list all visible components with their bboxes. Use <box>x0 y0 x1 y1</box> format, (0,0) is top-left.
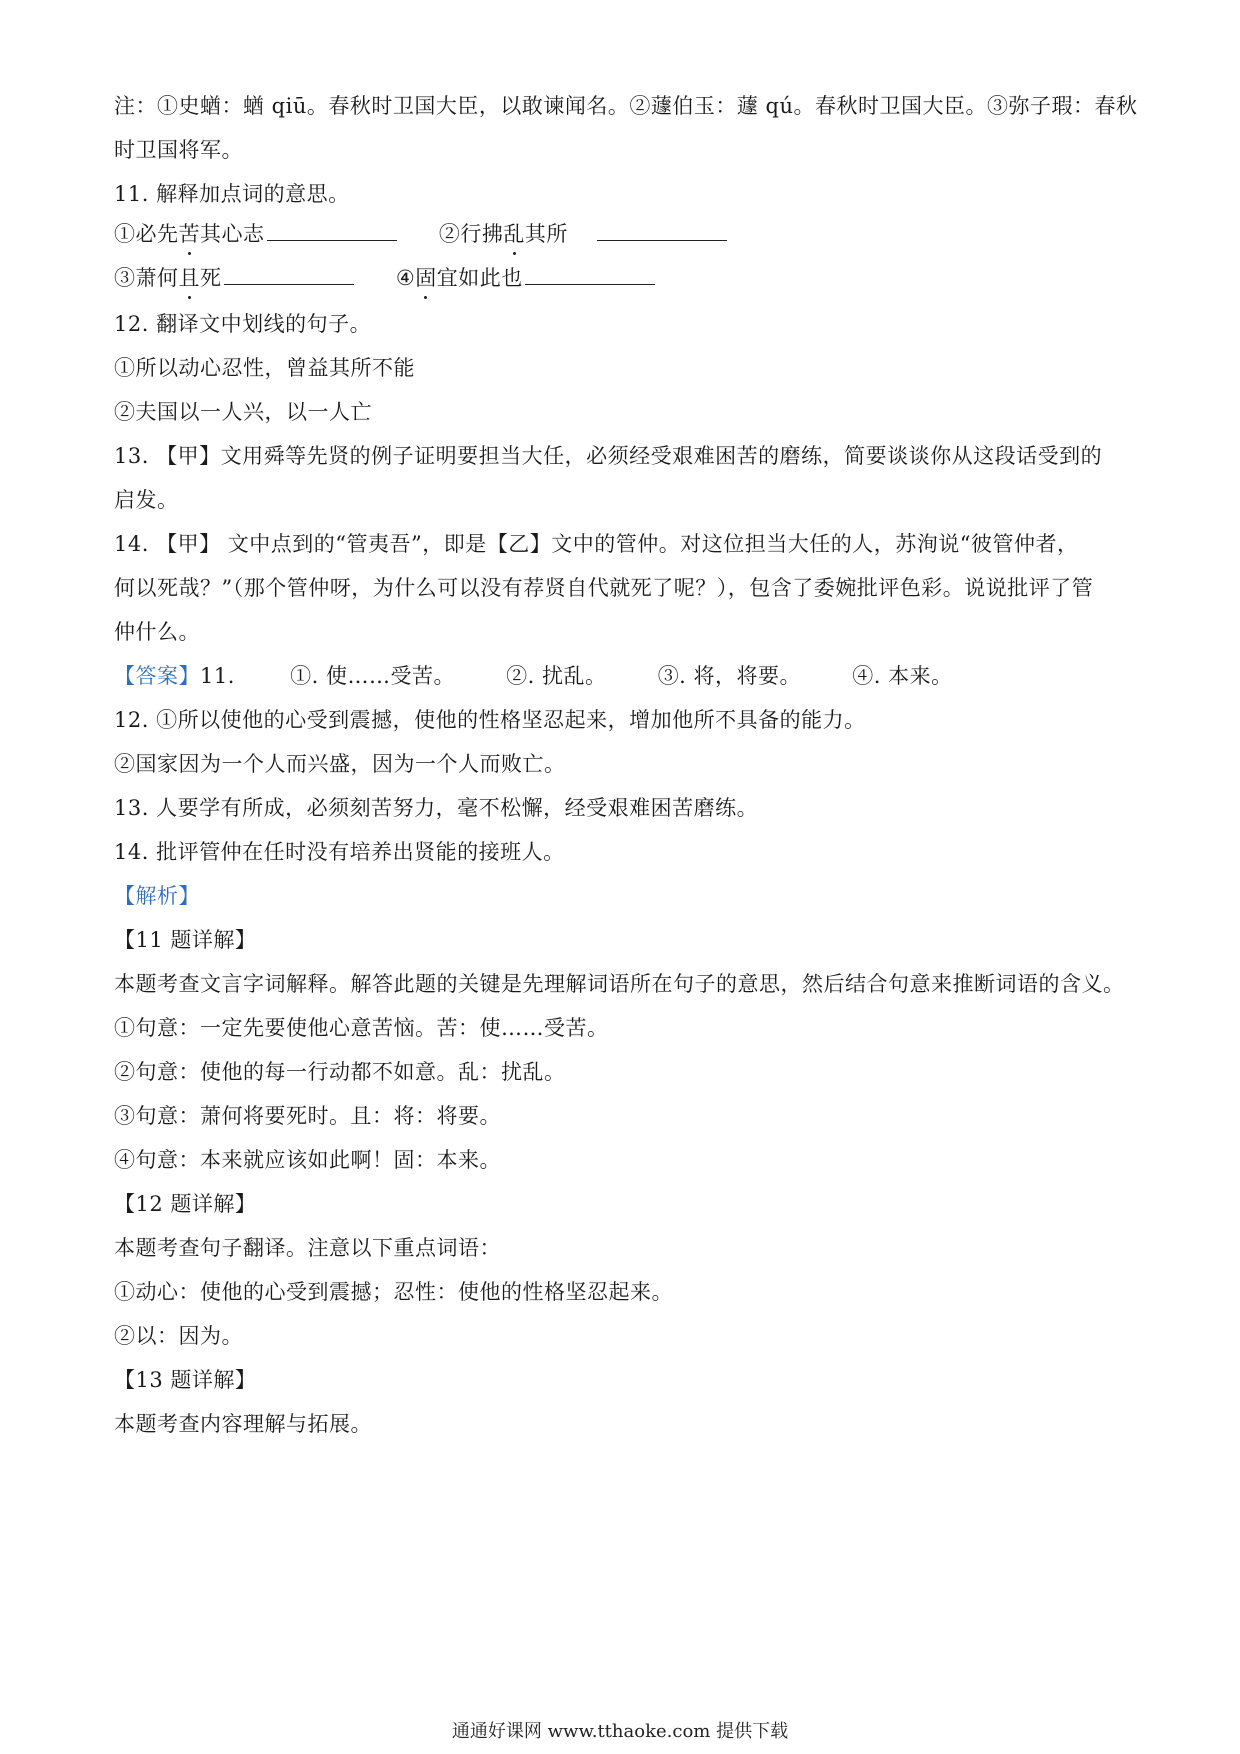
answer-11-item-4: ④. 本来。 <box>852 664 953 688</box>
analysis-11-item-3: ③句意：萧何将要死时。且：将：将要。 <box>114 1104 501 1128</box>
q11-item-1: ①必先苦其心志 <box>114 222 265 246</box>
answer-11-number: 11. <box>200 664 235 688</box>
analysis-12-item-1: ①动心：使他的心受到震撼；忍性：使他的性格坚忍起来。 <box>114 1280 673 1304</box>
q13-line-1: 13. 【甲】文用舜等先贤的例子证明要担当大任，必须经受艰难困苦的磨练，简要谈谈你从这段话受到的 <box>114 444 1103 468</box>
page-footer: 通通好课网 www.tthaoke.com 提供下载 <box>451 1721 789 1742</box>
q11-row-1 <box>114 218 727 248</box>
q14-line-2: 何以死哉？”（那个管仲呀，为什么可以没有荐贤自代就死了呢？），包含了委婉批评色彩。说说批评了管 <box>114 576 1094 600</box>
answer-13-line: 13. 人要学有所成，必须刻苦努力，毫不松懈，经受艰难困苦磨练。 <box>114 796 759 820</box>
q11-stem: 11. 解释加点词的意思。 <box>114 182 350 206</box>
analysis-11-item-1: ①句意：一定先要使他心意苦恼。苦：使……受苦。 <box>114 1016 609 1040</box>
answer-12-line-2: ②国家因为一个人而兴盛，因为一个人而败亡。 <box>114 752 566 776</box>
answer-11-item-2: ②. 扰乱。 <box>506 664 607 688</box>
analysis-12-item-2: ②以：因为。 <box>114 1324 243 1348</box>
answer-11-item-3: ③. 将，将要。 <box>657 664 802 688</box>
analysis-11-item-4: ④句意：本来就应该如此啊！固：本来。 <box>114 1148 501 1172</box>
answer-12-line-1: 12. ①所以使他的心受到震撼，使他的性格坚忍起来，增加他所不具备的能力。 <box>114 708 866 732</box>
answer-blank-3[interactable] <box>224 262 354 285</box>
q12-stem: 12. 翻译文中划线的句子。 <box>114 312 372 336</box>
analysis-12-intro: 本题考查句子翻译。注意以下重点词语： <box>114 1236 501 1260</box>
q12-sentence-2: ②夫国以一人兴，以一人亡 <box>114 400 372 424</box>
note-line-2: 时卫国将军。 <box>114 138 243 162</box>
q12-sentence-1: ①所以动心忍性，曾益其所不能 <box>114 356 415 380</box>
q11-item-2: ②行拂乱其所 <box>438 222 568 246</box>
analysis-13-intro: 本题考查内容理解与拓展。 <box>114 1412 372 1436</box>
q11-item-3: ③萧何且死 <box>114 266 222 290</box>
q14-line-3: 仲什么。 <box>114 620 200 644</box>
q11-row-2 <box>114 262 655 292</box>
answer-11-line <box>114 662 953 690</box>
q11-item-4: ④固宜如此也 <box>395 266 523 290</box>
note-line-1: 注：①史蝤：蝤 qiū。春秋时卫国大臣，以敢谏闻名。②蘧伯玉：蘧 qú。春秋时卫国大臣。③弥子瑕：春秋 <box>114 94 1138 118</box>
analysis-12-title: 【12 题详解】 <box>114 1192 257 1216</box>
q14-line-1: 14. 【甲】 文中点到的“管夷吾”，即是【乙】文中的管仲。对这位担当大任的人，苏洵说“彼管仲者， <box>114 532 1079 556</box>
analysis-11-item-2: ②句意：使他的每一行动都不如意。乱：扰乱。 <box>114 1060 566 1084</box>
q13-line-2: 启发。 <box>114 488 179 512</box>
answer-blank-4[interactable] <box>525 262 655 285</box>
analysis-11-title: 【11 题详解】 <box>114 928 257 952</box>
answer-14-line: 14. 批评管仲在任时没有培养出贤能的接班人。 <box>114 840 565 864</box>
answer-11-item-1: ①. 使……受苦。 <box>290 664 455 688</box>
answer-blank-1[interactable] <box>267 218 397 241</box>
analysis-13-title: 【13 题详解】 <box>114 1368 257 1392</box>
analysis-11-intro: 本题考查文言字词解释。解答此题的关键是先理解词语所在句子的意思，然后结合句意来推断词语的含义。 <box>114 972 1125 996</box>
answer-blank-2[interactable] <box>597 218 727 241</box>
analysis-tag: 【解析】 <box>114 884 200 908</box>
answer-tag: 【答案】 <box>114 664 200 688</box>
